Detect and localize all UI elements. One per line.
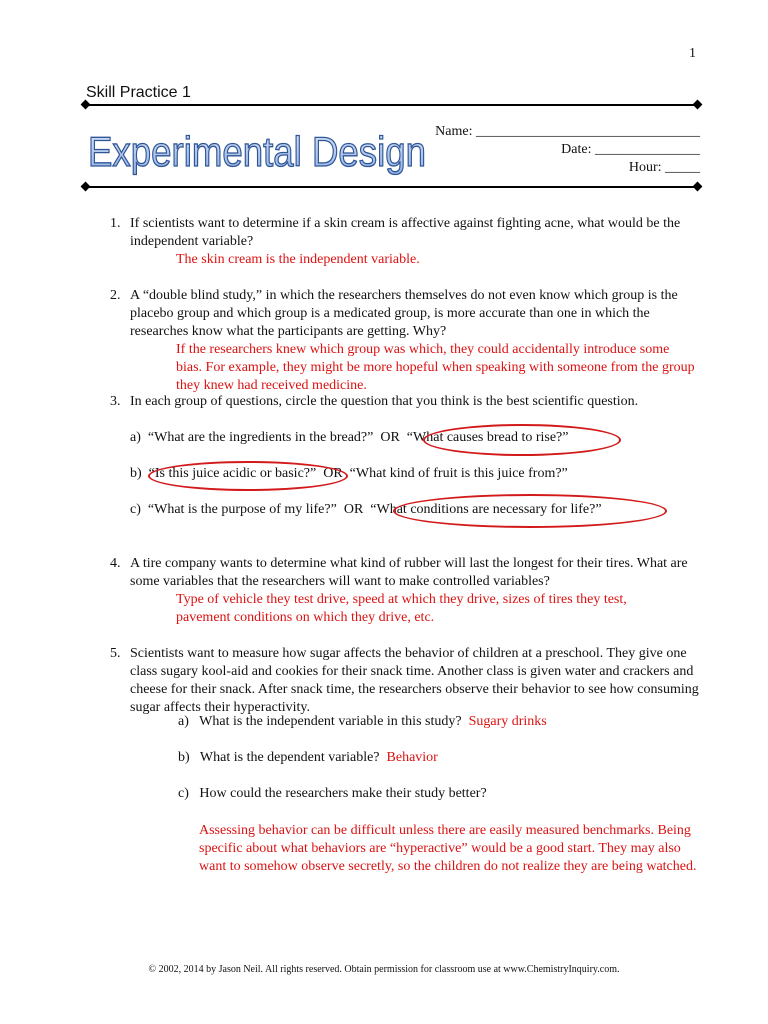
question-5a-label: a) xyxy=(178,714,189,729)
option-3a-right: “What causes bread to rise?” xyxy=(406,430,569,445)
hour-field-label: Hour: _____ xyxy=(628,160,700,175)
question-2-number: 2. xyxy=(110,288,121,303)
option-3a-left: “What are the ingredients in the bread?” xyxy=(147,430,374,445)
question-5c xyxy=(178,786,487,802)
bottom-rule xyxy=(86,186,698,188)
question-1-answer: The skin cream is the independent variable. xyxy=(176,252,420,267)
name-field-label: Name: ________________________________ xyxy=(435,124,700,139)
question-3 xyxy=(110,393,710,411)
question-1-number: 1. xyxy=(110,216,121,231)
option-3c-left: “What is the purpose of my life?” xyxy=(147,502,337,517)
circle-3a-annotation xyxy=(423,424,621,456)
question-5a-text: What is the independent variable in this study? xyxy=(199,714,462,729)
question-5b-text: What is the dependent variable? xyxy=(199,750,380,765)
option-3a-or: OR xyxy=(380,430,400,445)
skill-practice-title: Skill Practice 1 xyxy=(86,84,191,101)
question-3-number: 3. xyxy=(110,394,121,409)
question-1-text: If scientists want to determine if a skin cream is affective against fighting acne, what would be the independent variable? xyxy=(130,216,681,249)
option-3c-right: “What conditions are necessary for life?” xyxy=(370,502,602,517)
option-3b-left: “Is this juice acidic or basic?” xyxy=(148,466,317,481)
option-3b-label: b) xyxy=(130,466,142,481)
question-5 xyxy=(110,645,710,717)
top-rule-right-diamond xyxy=(693,100,703,110)
experimental-design-logo xyxy=(86,112,431,184)
question-5c-text: How could the researchers make their study better? xyxy=(199,786,487,801)
question-2 xyxy=(110,287,710,395)
question-5b xyxy=(178,750,438,766)
top-rule xyxy=(86,104,698,106)
question-5b-label: b) xyxy=(178,750,190,765)
option-3c-label: c) xyxy=(130,502,141,517)
page-number: 1 xyxy=(689,46,696,61)
question-5b-answer: Behavior xyxy=(386,750,438,765)
question-2-text: A “double blind study,” in which the researchers themselves do not even know which group is the placebo group and which group is a medicated group, is more accurate than one in which the researches know what the participants are getting. Why? xyxy=(130,288,678,339)
question-1 xyxy=(110,215,710,269)
question-5a-answer: Sugary drinks xyxy=(468,714,547,729)
question-2-answer: If the researchers knew which group was which, they could accidentally introduce some bias. For example, they might be more hopeful when speaking with someone from the group they knew had received medicine. xyxy=(176,342,695,393)
question-4-answer: Type of vehicle they test drive, speed at which they drive, sizes of tires they test, pavement conditions on which they drive, etc. xyxy=(176,592,627,625)
svg-text:Experimental Design: Experimental Design xyxy=(88,128,426,175)
option-3c-or: OR xyxy=(343,502,364,517)
question-3-text: In each group of questions, circle the question that you think is the best scientific question. xyxy=(130,394,639,409)
option-3b-or: OR xyxy=(323,466,343,481)
option-3a-label: a) xyxy=(130,430,141,445)
question-5-number: 5. xyxy=(110,646,121,661)
copyright-footer: © 2002, 2014 by Jason Neil. All rights reserved. Obtain permission for classroom use at www.ChemistryInquiry.com. xyxy=(148,964,620,975)
question-4-number: 4. xyxy=(110,556,121,571)
question-4 xyxy=(110,555,710,627)
date-field-label: Date: _______________ xyxy=(561,142,700,157)
question-5a xyxy=(178,714,547,730)
bottom-rule-right-diamond xyxy=(693,182,703,192)
option-3b-right: “What kind of fruit is this juice from?” xyxy=(349,466,568,481)
question-5c-answer: Assessing behavior can be difficult unless there are easily measured benchmarks. Being specific about what behaviors are “hyperactive” would be a good start. They may also want to somehow observe secretly, so the children do not realize they are being watched. xyxy=(199,823,697,874)
question-5-text: Scientists want to measure how sugar affects the behavior of children at a preschool. They give one class sugary kool-aid and cookies for their snack time. Another class is given water and crackers and cheese for their snack. After snack time, the researchers observe their behavior to see how consuming sugar affects their hyperactivity. xyxy=(130,646,699,715)
circle-3b-annotation xyxy=(148,461,348,491)
question-4-text: A tire company wants to determine what kind of rubber will last the longest for their tires. What are some variables that the researchers will want to make controlled variables? xyxy=(130,556,688,589)
circle-3c-annotation xyxy=(393,494,667,528)
question-5c-label: c) xyxy=(178,786,189,801)
